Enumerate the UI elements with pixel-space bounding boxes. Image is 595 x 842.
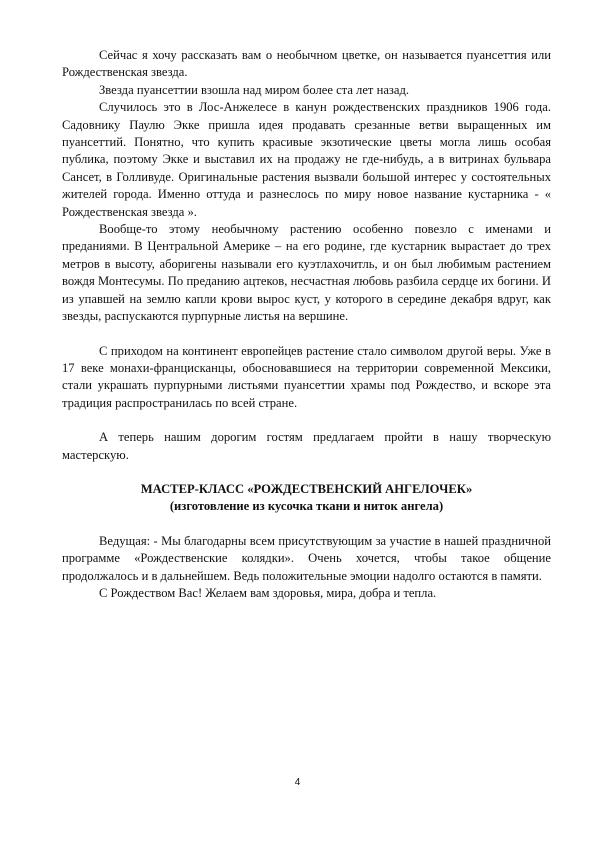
document-body <box>62 47 551 602</box>
paragraph-invite: А теперь нашим дорогим гостям предлагаем пройти в нашу творческую мастерскую. <box>62 430 551 462</box>
paragraph-legends: Вообще-то этому необычному растению особенно повезло с именами и преданиями. В Центральной Америке – на его родине, где кустарник вырастает до трех метров в высоту, аборигены называли его куэтлахочитль, и он был любимым растением вождя Монтесумы. По преданию ацтеков, несчастная любовь разбила сердце их богини. И из упавшей на землю капли крови вырос куст, у которого в середине декабря вдруг, как звезды, распускаются пурпурные листья на вершине. <box>62 222 551 324</box>
spacer <box>62 326 551 343</box>
spacer <box>62 516 551 533</box>
spacer <box>62 412 551 429</box>
paragraph-closing: С Рождеством Вас! Желаем вам здоровья, мира, добра и тепла. <box>99 585 437 600</box>
paragraph-intro: Сейчас я хочу рассказать вам о необычном цветке, он называется пуансеттия или Рождественская звезда. <box>62 48 551 80</box>
page-number: 4 <box>294 777 301 788</box>
master-class-subheading: (изготовление из кусочка ткани и ниток ангела) <box>169 499 444 514</box>
paragraph-history: Случилось это в Лос-Анжелесе в канун рождественских праздников 1906 года. Садовнику Паулю Экке пришла идея продавать срезанные ветви выращенных им пуансеттий. Понятно, что купить красивые экзотические цветы могла лишь особая публика, поэтому Экке и выставил их на продажу не где-нибудь, а в витринах бульвара Сансет, в Голливуде. Оригинальные растения вызвали большой интерес у состоятельных жителей города. Именно оттуда и разнеслось по миру новое название кустарника - « Рождественская звезда ». <box>62 100 551 219</box>
paragraph-star-rose: Звезда пуансеттии взошла над миром более ста лет назад. <box>99 82 410 97</box>
paragraph-host: Ведущая: - Мы благодарны всем присутствующим за участие в нашей праздничной программе «Рождественские колядки». Очень хочется, чтобы такое общение продолжалось и в дальнейшем. Ведь положительные эмоции надолго остаются в памяти. <box>62 533 551 583</box>
spacer <box>62 464 551 481</box>
master-class-heading: МАСТЕР-КЛАСС «РОЖДЕСТВЕНСКИЙ АНГЕЛОЧЕК» <box>140 481 473 496</box>
paragraph-europeans: С приходом на континент европейцев растение стало символом другой веры. Уже в 17 веке монахи-францисканцы, обосновавшиеся на территории современной Мексики, стали украшать пурпурными листьями пуансеттии храмы под Рождество, и вскоре эта традиция распространилась по всей стране. <box>62 343 551 410</box>
